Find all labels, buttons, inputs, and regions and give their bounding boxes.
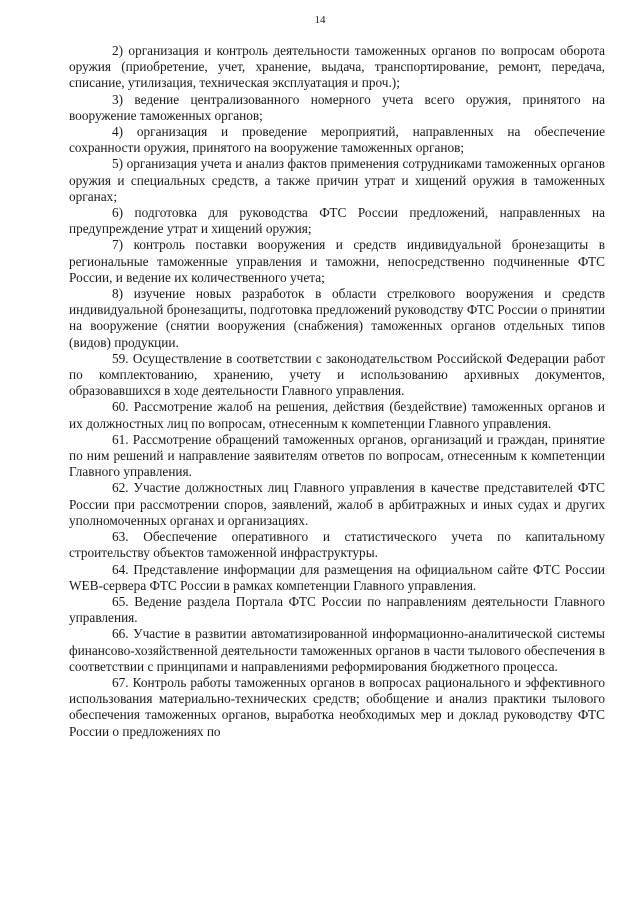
list-item-6: 6) подготовка для руководства ФТС России предложений, направленных на предупреждение утрат и хищений оружия; bbox=[69, 205, 605, 237]
clause-66: 66. Участие в развитии автоматизированной информационно-аналитической системы финансово-хозяйственной деятельности таможенных органов в части тылового обеспечения в соответствии с принципами и направлениями реформирования бюджетного процесса. bbox=[69, 626, 605, 674]
clause-61: 61. Рассмотрение обращений таможенных органов, организаций и граждан, принятие по ним решений и направление заявителям ответов по вопросам, отнесенным к компетенции Главного управления. bbox=[69, 431, 605, 480]
list-item-5: 5) организация учета и анализ фактов применения сотрудниками таможенных органов оружия и специальных средств, а также причин утрат и хищений оружия в таможенных органах; bbox=[69, 156, 605, 204]
clause-65: 65. Ведение раздела Портала ФТС России по направлениям деятельности Главного управления. bbox=[69, 593, 605, 626]
page-number: 14 bbox=[314, 14, 326, 26]
clause-60: 60. Рассмотрение жалоб на решения, действия (бездействие) таможенных органов и их должностных лиц по вопросам, отнесенным к компетенции Главного управления. bbox=[69, 399, 605, 431]
clause-67: 67. Контроль работы таможенных органов в вопросах рационального и эффективного использования материально-технических средств; обобщение и анализ практики тылового обеспечения таможенных органов, выработка необходимых мер и доклад руководству ФТС России о предложениях по bbox=[69, 674, 605, 739]
clause-63: 63. Обеспечение оперативного и статистического учета по капитальному строительству объектов таможенной инфраструктуры. bbox=[69, 529, 605, 561]
clause-62: 62. Участие должностных лиц Главного управления в качестве представителей ФТС России при рассмотрении споров, заявлений, жалоб в арбитражных и иных судах и других уполномоченных органах и организациях. bbox=[69, 480, 605, 528]
document-body bbox=[69, 43, 605, 740]
list-item-2: 2) организация и контроль деятельности таможенных органов по вопросам оборота оружия (приобретение, учет, хранение, выдача, транспортирование, ремонт, передача, списание, утилизация, техническая эксплуатация и проч.); bbox=[69, 43, 605, 91]
list-item-4: 4) организация и проведение мероприятий, направленных на обеспечение сохранности оружия, принятого на вооружение таможенных органов; bbox=[69, 124, 605, 156]
list-item-8: 8) изучение новых разработок в области стрелкового вооружения и средств индивидуальной бронезащиты, подготовка предложений руководству ФТС России о принятии на вооружение (снятии вооружения (снабжения) таможенных органов отдельных типов (видов) продукции. bbox=[69, 286, 605, 350]
list-item-7: 7) контроль поставки вооружения и средств индивидуальной бронезащиты в региональные таможенные управления и таможни, непосредственно подчиненные ФТС России, и ведение их количественного учета; bbox=[69, 237, 605, 285]
list-item-3: 3) ведение централизованного номерного учета всего оружия, принятого на вооружение таможенных органов; bbox=[69, 91, 605, 123]
clause-64: 64. Представление информации для размещения на официальном сайте ФТС России WEB-сервера ФТС России в рамках компетенции Главного управления. bbox=[69, 561, 605, 593]
clause-59: 59. Осуществление в соответствии с законодательством Российской Федерации работ по комплектованию, хранению, учету и использованию архивных документов, образовавшихся в ходе деятельности Главного управления. bbox=[69, 350, 605, 399]
